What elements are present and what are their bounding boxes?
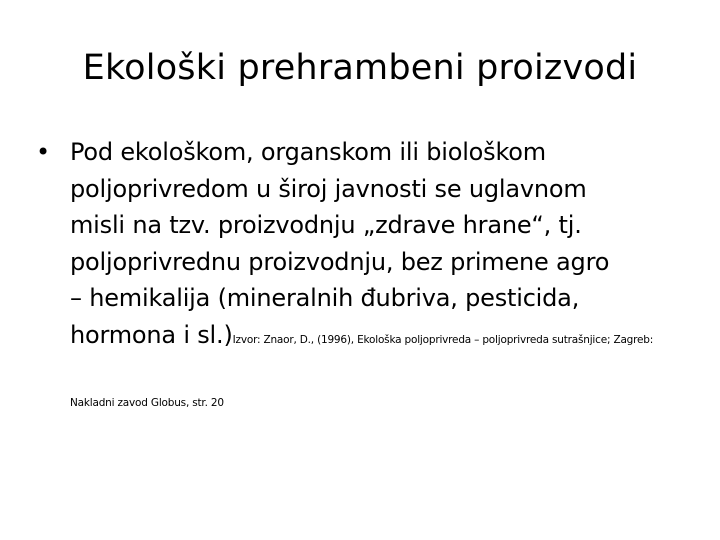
bullet-line-6 — [70, 317, 696, 359]
slide-title: Ekološki prehrambeni proizvodi — [82, 48, 638, 88]
bullet-line-3: misli na tzv. proizvodnju „zdrave hrane“, tj. — [70, 211, 582, 240]
bullet-list — [36, 134, 696, 359]
bullet-line-6-text: hormona i sl.) — [70, 320, 233, 349]
bullet-line-1: Pod ekološkom, organskom ili biološkom — [70, 138, 546, 166]
bullet-item — [36, 134, 696, 359]
bullet-marker: • — [36, 138, 50, 166]
bullet-line-2: poljoprivredom u široj javnosti se uglavnom — [70, 174, 587, 203]
bullet-line-4: poljoprivrednu proizvodnju, bez primene agro — [70, 247, 610, 276]
source-citation-continued: Nakladni zavod Globus, str. 20 — [70, 397, 224, 409]
source-citation: Izvor: Znaor, D., (1996), Ekološka poljoprivreda – poljoprivreda sutrašnjice; Zagreb: — [232, 333, 654, 346]
bullet-line-5: – hemikalija (mineralnih đubriva, pesticida, — [70, 284, 580, 313]
